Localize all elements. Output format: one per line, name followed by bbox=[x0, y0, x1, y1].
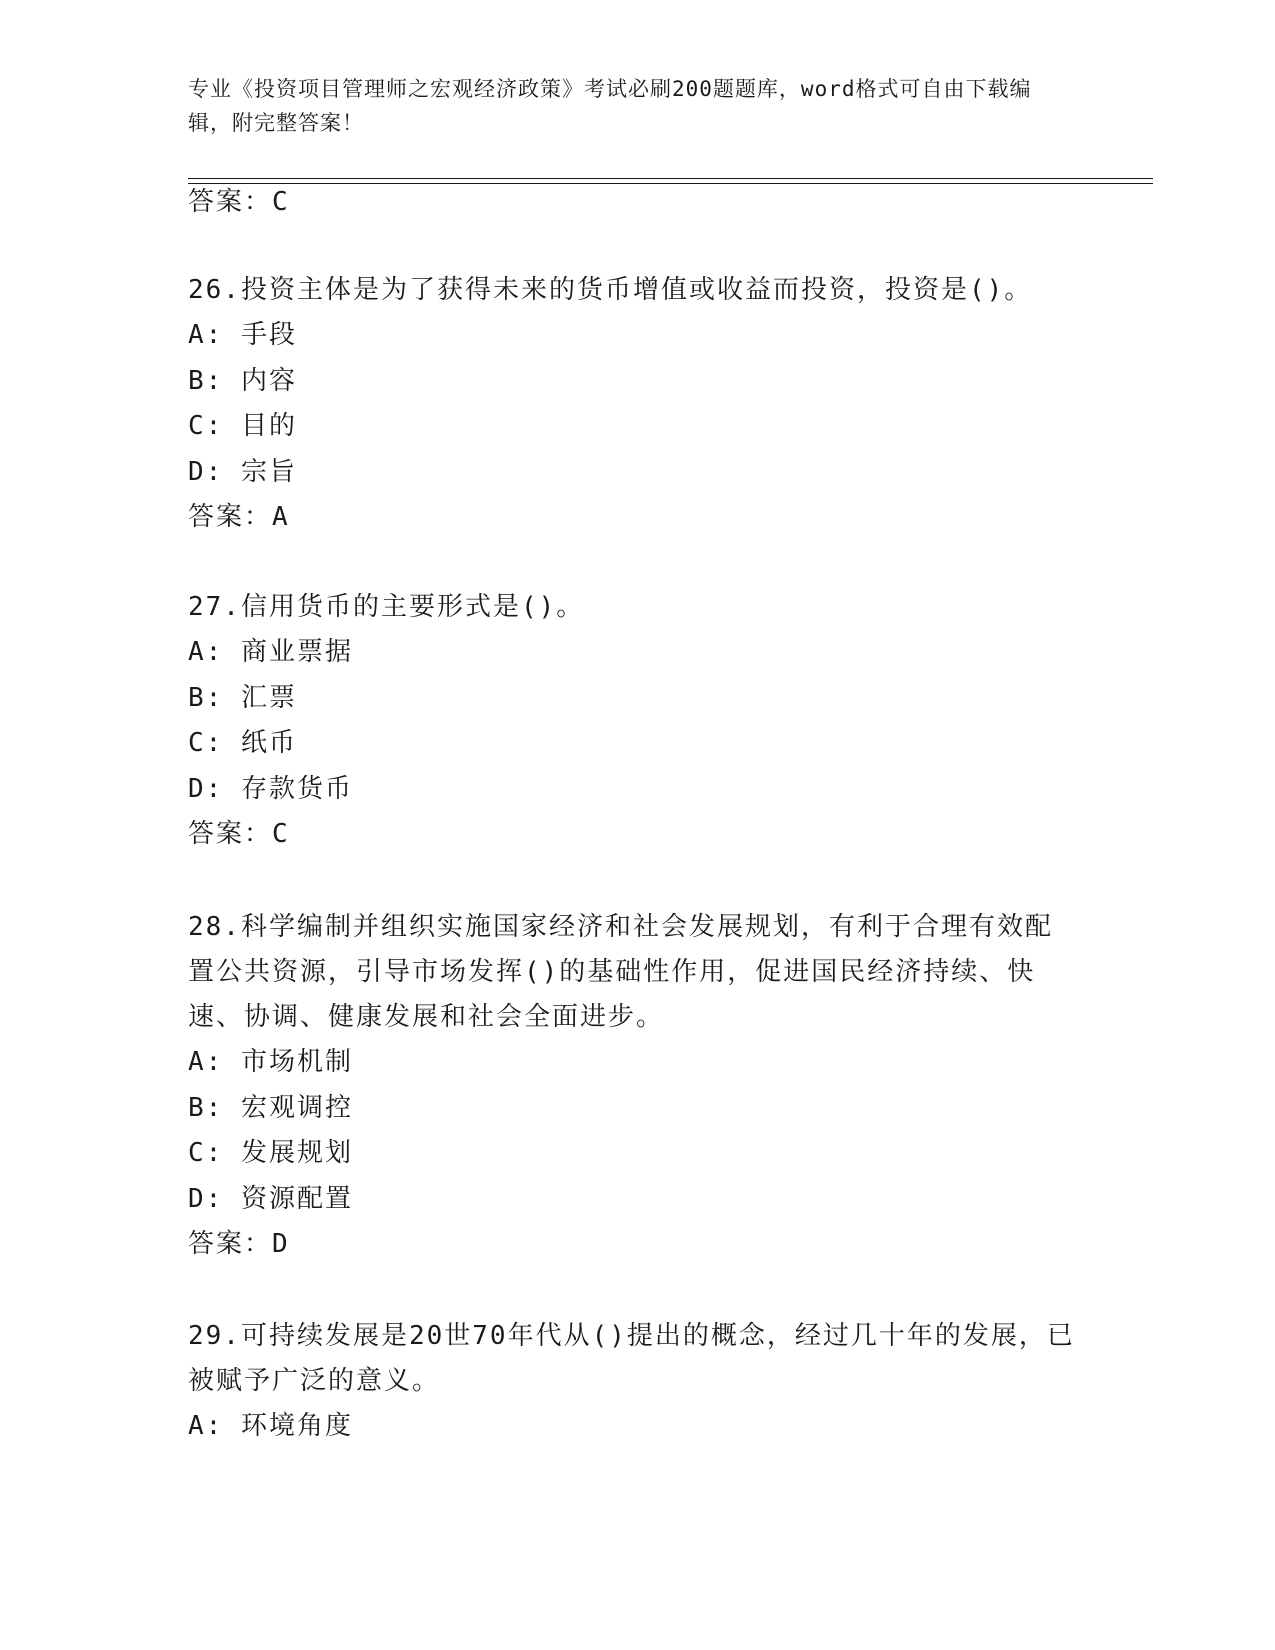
option-d: D: 资源配置 bbox=[188, 1183, 353, 1214]
answer-label: 答案：C bbox=[188, 187, 290, 217]
answer-label: 答案：A bbox=[188, 502, 290, 532]
question-text: 28.科学编制并组织实施国家经济和社会发展规划，有利于合理有效配置公共资源，引导市场发挥()的基础性作用，促进国民经济持续、快速、协调、健康发展和社会全面进步。 bbox=[188, 912, 1053, 1032]
option-b: B: 宏观调控 bbox=[188, 1092, 353, 1123]
header-divider-bottom bbox=[188, 183, 1153, 184]
option-a: A: 环境角度 bbox=[188, 1411, 353, 1441]
answer-label: 答案：C bbox=[188, 819, 290, 849]
option-c: C: 纸币 bbox=[188, 728, 297, 758]
option-a: A: 手段 bbox=[188, 320, 297, 350]
option-d: D: 存款货币 bbox=[188, 773, 353, 804]
previous-answer-block bbox=[188, 180, 290, 225]
question-29 bbox=[188, 1314, 1078, 1450]
option-b: B: 内容 bbox=[188, 365, 297, 396]
question-27 bbox=[188, 585, 1078, 857]
option-c: C: 发展规划 bbox=[188, 1138, 353, 1168]
question-text: 29.可持续发展是20世70年代从()提出的概念，经过几十年的发展，已被赋予广泛的意义。 bbox=[188, 1321, 1075, 1396]
question-text: 27.信用货币的主要形式是()。 bbox=[188, 592, 585, 622]
question-text: 26.投资主体是为了获得未来的货币增值或收益而投资，投资是()。 bbox=[188, 275, 1033, 305]
option-a: A: 商业票据 bbox=[188, 637, 353, 667]
question-28 bbox=[188, 905, 1078, 1267]
answer-label: 答案：D bbox=[188, 1229, 290, 1259]
document-header: 专业《投资项目管理师之宏观经济政策》考试必刷200题题库，word格式可自由下载编辑，附完整答案！ bbox=[188, 77, 1032, 135]
option-d: D: 宗旨 bbox=[188, 456, 297, 487]
question-26 bbox=[188, 268, 1078, 540]
option-a: A: 市场机制 bbox=[188, 1047, 353, 1077]
option-c: C: 目的 bbox=[188, 411, 297, 441]
option-b: B: 汇票 bbox=[188, 682, 297, 713]
header-divider-top bbox=[188, 178, 1153, 179]
